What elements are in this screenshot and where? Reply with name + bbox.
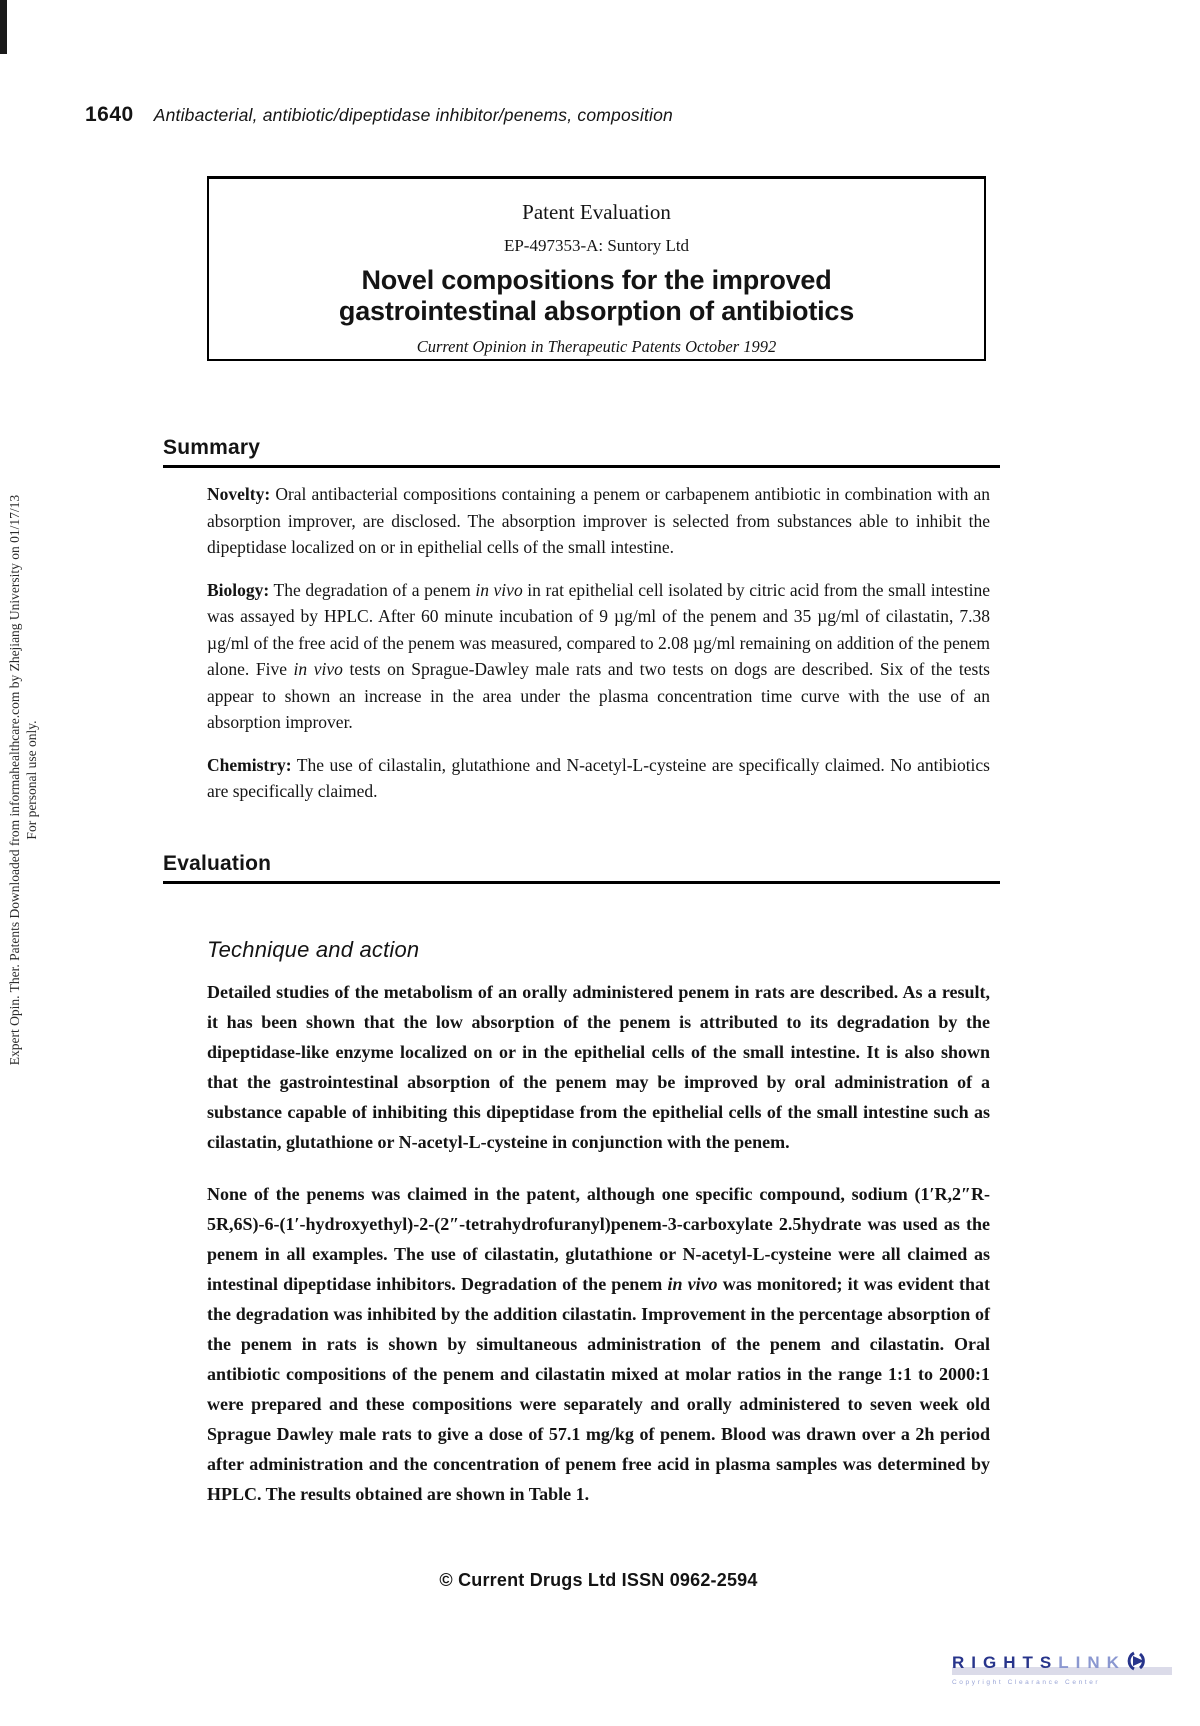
scan-artifact [0, 0, 7, 54]
novelty-label: Novelty: [207, 484, 271, 504]
article-title: Novel compositions for the improved gastrointestinal absorption of antibiotics [338, 265, 855, 326]
evaluation-paragraph-1: Detailed studies of the metabolism of an orally administered penem in rats are described. As a result, it has been shown that the low absorption of the penem is attributed to its degradation by the dipeptidase-like enzyme localized on or in the epithelial cells of the small intestine. It is also shown that the gastrointestinal absorption of the penem may be improved by oral administration of a substance capable of inhibiting this dipeptidase from the epithelial cells of the small intestine such as cilastatin, glutathione or N-acetyl-L-cysteine in conjunction with the penem. [207, 982, 990, 1152]
patent-reference: EP-497353-A: Suntory Ltd [503, 236, 690, 255]
running-head [85, 103, 673, 127]
watermark-line-2: For personal use only. [24, 720, 39, 840]
biology-text: in rat epithelial cell isolated by citric acid from the small intestine was assayed by HPLC. After 60 minute incubation of 9 µg/ml of the penem and 35 µg/ml of cilastatin, 7.38 µg/ml of the free acid of the penem was measured, compared to 2.08 µg/ml remaining on addition of the penem alone. Five [207, 579, 990, 679]
rightslink-rights-text: RIGHTS [952, 1653, 1059, 1672]
chemistry-paragraph [207, 752, 990, 805]
evaluation-paragraph-2 [207, 1179, 990, 1509]
novelty-text: Oral antibacterial compositions containing a penem or carbapenem antibiotic in combination with an absorption improver, are disclosed. The absorption improver is selected from substances able to inhibit the dipeptidase localized on or in epithelial cells of the small intestine. [207, 484, 990, 557]
biology-text: The degradation of a penem [269, 579, 476, 600]
rightslink-arrow-icon [1124, 1651, 1148, 1676]
technique-and-action-subheading: Technique and action [207, 937, 420, 962]
evaluation-text: was monitored; it was evident that the degradation was inhibited by the addition cilastatin. Improvement in the percentage absorption of the penem in rats is shown by simultaneous administration of the penem and cilastatin. Oral antibiotic compositions of the penem and cilastatin mixed at molar ratios in the range 1:1 to 2000:1 were prepared and these compositions were separately and orally administered to seven week old Sprague Dawley male rats to give a dose of 57.1 mg/kg of penem. Blood was drawn over a 2h period after administration and the concentration of penem free acid in plasma samples was determined by HPLC. The results obtained are shown in Table 1. [207, 1274, 990, 1504]
biology-italic-in-vivo: in vivo [475, 579, 523, 600]
library-watermark [6, 452, 40, 1108]
rightslink-tagline: Copyright Clearance Center [952, 1679, 1101, 1686]
patent-title-box [207, 176, 986, 361]
summary-heading: Summary [163, 436, 1000, 468]
biology-paragraph [207, 577, 990, 736]
copyright-footer: © Current Drugs Ltd ISSN 0962-2594 [439, 1570, 758, 1590]
source-citation: Current Opinion in Therapeutic Patents October 1992 [416, 337, 777, 356]
evaluation-body [207, 977, 990, 1531]
chemistry-text: The use of cilastalin, glutathione and N-acetyl-L-cysteine are specifically claimed. No antibiotics are specifically claimed. [207, 754, 990, 801]
evaluation-heading: Evaluation [163, 852, 1000, 884]
evaluation-italic-in-vivo: in vivo [667, 1274, 718, 1294]
biology-label: Biology: [207, 579, 270, 600]
running-head-title: Antibacterial, antibiotic/dipeptidase inhibitor/penems, composition [153, 105, 673, 125]
watermark-line-1: Expert Opin. Ther. Patents Downloaded from informahealthcare.com by Zhejiang University on 01/17/13 [7, 494, 22, 1066]
rightslink-logo[interactable] [952, 1650, 1172, 1686]
biology-text: tests on Sprague-Dawley male rats and two tests on dogs are described. Six of the tests appear to shown an increase in the area under the plasma concentration time curve with the use of an absorption improver. [207, 659, 990, 732]
evaluation-text: None of the penems was claimed in the patent, although one specific compound, sodium (1′R,2″R-5R,6S)-6-(1′-hydroxyethyl)-2-(2″-tetrahydrofuranyl)penem-3-carboxylate 2.5hydrate was used as the penem in all examples. The use of cilastatin, glutathione or N-acetyl-L-cysteine were all claimed as intestinal dipeptidase inhibitors. Degradation of the penem [207, 1184, 990, 1294]
novelty-paragraph [207, 481, 990, 561]
page-number: 1640 [85, 103, 134, 126]
rightslink-link-text: LINK [1058, 1653, 1126, 1672]
chemistry-label: Chemistry: [207, 754, 292, 775]
biology-italic-in-vivo: in vivo [293, 659, 343, 679]
summary-body [207, 481, 990, 821]
patent-evaluation-kicker: Patent Evaluation [522, 200, 671, 224]
